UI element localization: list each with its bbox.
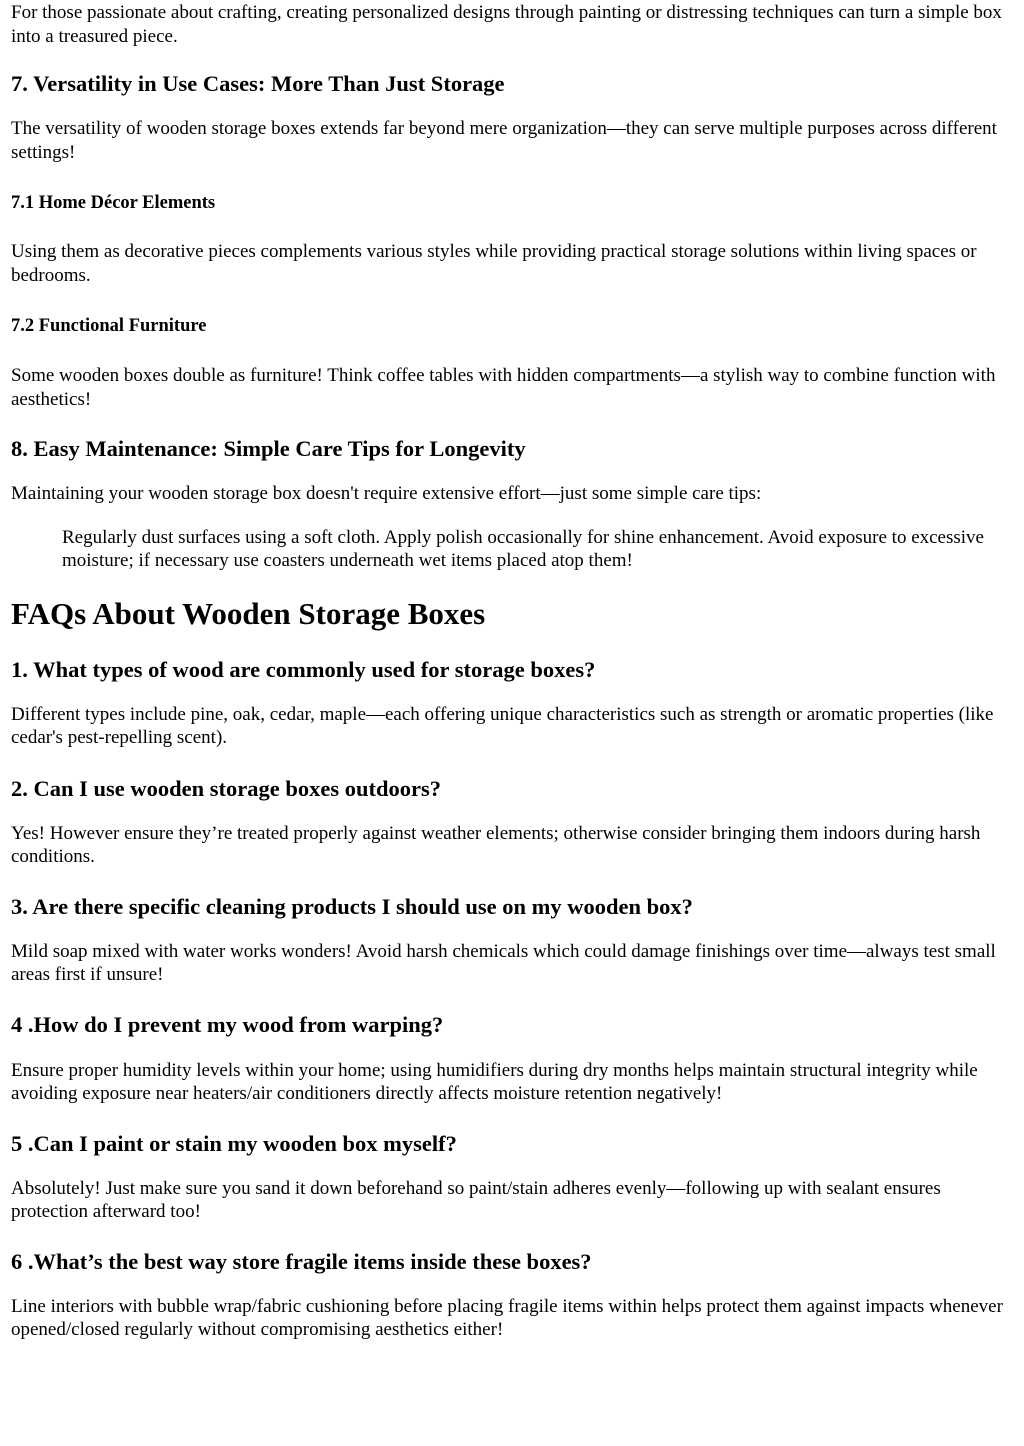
faq-heading: FAQs About Wooden Storage Boxes [11,595,486,631]
faq-question: 4 .How do I prevent my wood from warping? [11,1011,444,1037]
faq-question: 5 .Can I paint or stain my wooden box myself? [11,1130,457,1156]
faq-item [11,775,1016,869]
care-tips-text: Regularly dust surfaces using a soft cloth. Apply polish occasionally for shine enhancement. Avoid exposure to excessive moisture; if necessary use coasters underneath wet items placed atop them! [62,526,984,571]
section-7-paragraph: The versatility of wooden storage boxes extends far beyond mere organization—they can serve multiple purposes across different settings! [11,118,997,163]
section-7-heading: 7. Versatility in Use Cases: More Than Just Storage [11,71,505,96]
faq-answer: Line interiors with bubble wrap/fabric cushioning before placing fragile items within helps protect them against impacts whenever opened/closed regularly without compromising aesthetics either! [11,1295,1003,1340]
section-7-2-heading: 7.2 Functional Furniture [11,316,207,336]
faq-question: 2. Can I use wooden storage boxes outdoors? [11,775,442,801]
faq-item [11,1248,1016,1342]
intro-paragraph: For those passionate about crafting, creating personalized designs through painting or distressing techniques can turn a simple box into a treasured piece. [11,2,1002,47]
care-tips-quote [62,526,1007,573]
faq-answer: Absolutely! Just make sure you sand it down beforehand so paint/stain adheres evenly—following up with sealant ensures protection afterward too! [11,1177,941,1222]
section-7-1-heading: 7.1 Home Décor Elements [11,193,216,213]
article-body [11,0,1016,1342]
section-7-2-paragraph: Some wooden boxes double as furniture! Think coffee tables with hidden compartments—a stylish way to combine function with aesthetics! [11,365,996,410]
faq-answer: Yes! However ensure they’re treated properly against weather elements; otherwise consider bringing them indoors during harsh conditions. [11,822,981,867]
faq-answer: Mild soap mixed with water works wonders! Avoid harsh chemicals which could damage finishings over time—always test small areas first if unsure! [11,940,996,985]
faq-item [11,1130,1016,1224]
faq-list [11,656,1016,1342]
section-8-heading: 8. Easy Maintenance: Simple Care Tips for Longevity [11,436,526,461]
faq-answer: Different types include pine, oak, cedar, maple—each offering unique characteristics such as strength or aromatic properties (like cedar's pest-repelling scent). [11,703,994,748]
faq-question: 1. What types of wood are commonly used for storage boxes? [11,656,596,682]
section-7-1-paragraph: Using them as decorative pieces complements various styles while providing practical storage solutions within living spaces or bedrooms. [11,241,977,286]
faq-item [11,656,1016,750]
faq-answer: Ensure proper humidity levels within your home; using humidifiers during dry months helps maintain structural integrity while avoiding exposure near heaters/air conditioners directly affects moisture retention negatively! [11,1059,978,1104]
faq-question: 3. Are there specific cleaning products I should use on my wooden box? [11,893,693,919]
section-8-paragraph: Maintaining your wooden storage box doesn't require extensive effort—just some simple care tips: [11,483,762,504]
faq-item [11,1011,1016,1106]
faq-item [11,893,1016,987]
faq-question: 6 .What’s the best way store fragile items inside these boxes? [11,1248,592,1274]
